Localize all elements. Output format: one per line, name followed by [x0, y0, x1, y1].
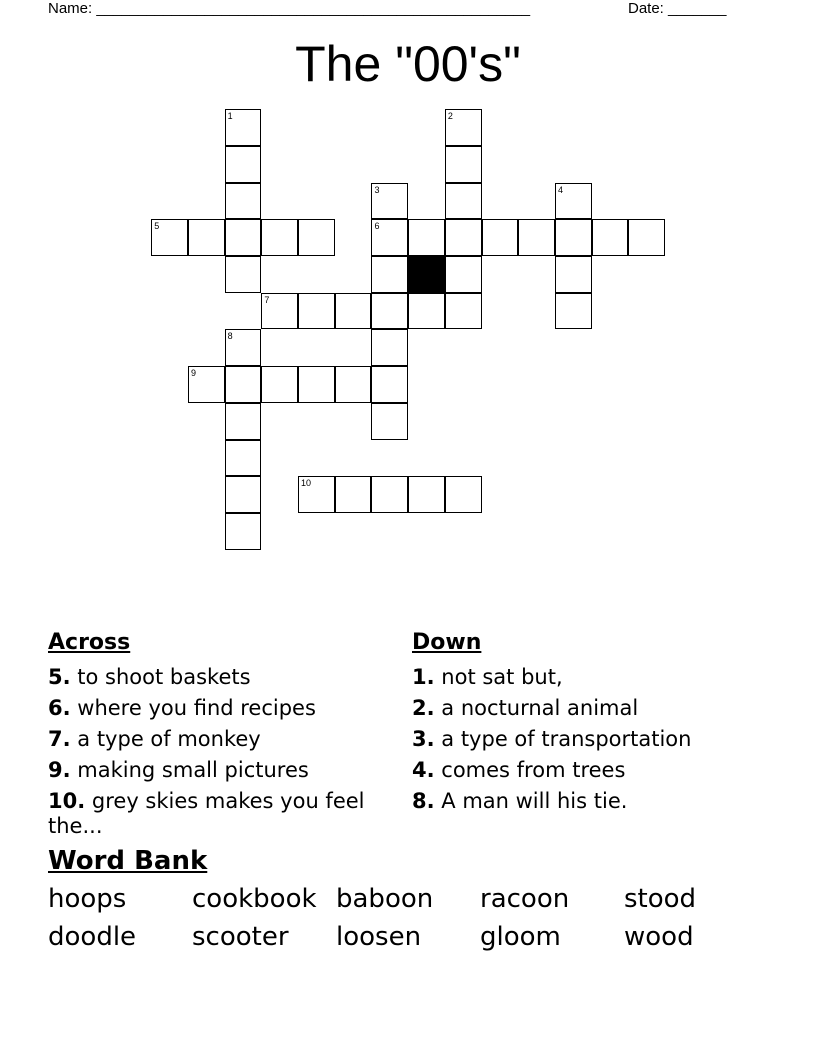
crossword-block: [408, 256, 445, 293]
across-heading: Across: [48, 630, 131, 655]
crossword-cell[interactable]: [225, 366, 262, 403]
clue-number: 2: [447, 111, 453, 122]
crossword-cell[interactable]: [225, 219, 262, 256]
crossword-cell[interactable]: [555, 256, 592, 293]
crossword-cell[interactable]: [225, 329, 262, 366]
word-bank-heading: Word Bank: [48, 846, 208, 876]
crossword-cell[interactable]: [408, 219, 445, 256]
crossword-cell[interactable]: [408, 476, 445, 513]
crossword-cell[interactable]: [555, 219, 592, 256]
crossword-cell[interactable]: [371, 256, 408, 293]
word-bank-word: baboon: [336, 884, 434, 914]
crossword-cell[interactable]: [371, 293, 408, 330]
crossword-cell[interactable]: [261, 219, 298, 256]
crossword-cell[interactable]: [225, 476, 262, 513]
date-field-label: Date: _______: [628, 0, 727, 17]
clue-number: 4: [557, 184, 563, 195]
across-clue: 9. making small pictures: [48, 758, 309, 782]
down-clue: 8. A man will his tie.: [412, 789, 628, 813]
crossword-cell[interactable]: [151, 219, 188, 256]
crossword-cell[interactable]: [225, 256, 262, 293]
crossword-cell[interactable]: [225, 183, 262, 220]
clue-number: 10: [301, 478, 312, 489]
crossword-cell[interactable]: [518, 219, 555, 256]
word-bank-word: hoops: [48, 884, 127, 914]
crossword-cell[interactable]: [445, 476, 482, 513]
clue-number: 1: [227, 111, 233, 122]
crossword-cell[interactable]: [445, 219, 482, 256]
crossword-cell[interactable]: [445, 109, 482, 146]
word-bank-word: doodle: [48, 922, 137, 952]
word-bank-word: stood: [624, 884, 697, 914]
word-bank-word: gloom: [480, 922, 561, 952]
clue-number: 7: [264, 294, 270, 305]
across-clue: 7. a type of monkey: [48, 727, 261, 751]
crossword-cell[interactable]: [335, 293, 372, 330]
word-bank-word: racoon: [480, 884, 570, 914]
clue-number: 9: [190, 368, 196, 379]
down-clue: 4. comes from trees: [412, 758, 626, 782]
crossword-cell[interactable]: [371, 476, 408, 513]
crossword-cell[interactable]: [225, 109, 262, 146]
crossword-cell[interactable]: [225, 403, 262, 440]
crossword-cell[interactable]: [555, 183, 592, 220]
crossword-cell[interactable]: [371, 183, 408, 220]
crossword-cell[interactable]: [261, 293, 298, 330]
crossword-cell[interactable]: [298, 219, 335, 256]
clue-number: 6: [374, 221, 380, 232]
down-clue: 1. not sat but,: [412, 665, 563, 689]
crossword-cell[interactable]: [628, 219, 665, 256]
word-bank-word: scooter: [192, 922, 289, 952]
crossword-cell[interactable]: [298, 476, 335, 513]
down-clue: 3. a type of transportation: [412, 727, 692, 751]
crossword-cell[interactable]: [188, 366, 225, 403]
word-bank-word: cookbook: [192, 884, 317, 914]
across-clue: 6. where you find recipes: [48, 696, 316, 720]
crossword-cell[interactable]: [371, 403, 408, 440]
word-bank-word: wood: [624, 922, 694, 952]
crossword-cell[interactable]: [482, 219, 519, 256]
clue-number: 8: [227, 331, 233, 342]
clue-number: 3: [374, 184, 380, 195]
down-heading: Down: [412, 630, 482, 655]
crossword-cell[interactable]: [445, 146, 482, 183]
crossword-cell[interactable]: [335, 366, 372, 403]
crossword-cell[interactable]: [408, 293, 445, 330]
crossword-cell[interactable]: [225, 146, 262, 183]
across-clue: 10. grey skies makes you feel the...: [48, 789, 365, 838]
crossword-cell[interactable]: [225, 513, 262, 550]
crossword-cell[interactable]: [298, 293, 335, 330]
crossword-cell[interactable]: [261, 366, 298, 403]
crossword-cell[interactable]: [188, 219, 225, 256]
word-bank-word: loosen: [336, 922, 422, 952]
crossword-cell[interactable]: [371, 366, 408, 403]
name-field-label: Name: ____________________________________________________: [48, 0, 531, 17]
crossword-cell[interactable]: [445, 183, 482, 220]
crossword-cell[interactable]: [371, 219, 408, 256]
down-clue: 2. a nocturnal animal: [412, 696, 639, 720]
crossword-cell[interactable]: [335, 476, 372, 513]
crossword-cell[interactable]: [371, 329, 408, 366]
puzzle-title: The "00's": [295, 36, 521, 92]
crossword-cell[interactable]: [225, 440, 262, 477]
crossword-cell[interactable]: [445, 256, 482, 293]
crossword-cell[interactable]: [298, 366, 335, 403]
crossword-cell[interactable]: [445, 293, 482, 330]
across-clue: 5. to shoot baskets: [48, 665, 251, 689]
crossword-cell[interactable]: [555, 293, 592, 330]
clue-number: 5: [154, 221, 160, 232]
crossword-cell[interactable]: [592, 219, 629, 256]
